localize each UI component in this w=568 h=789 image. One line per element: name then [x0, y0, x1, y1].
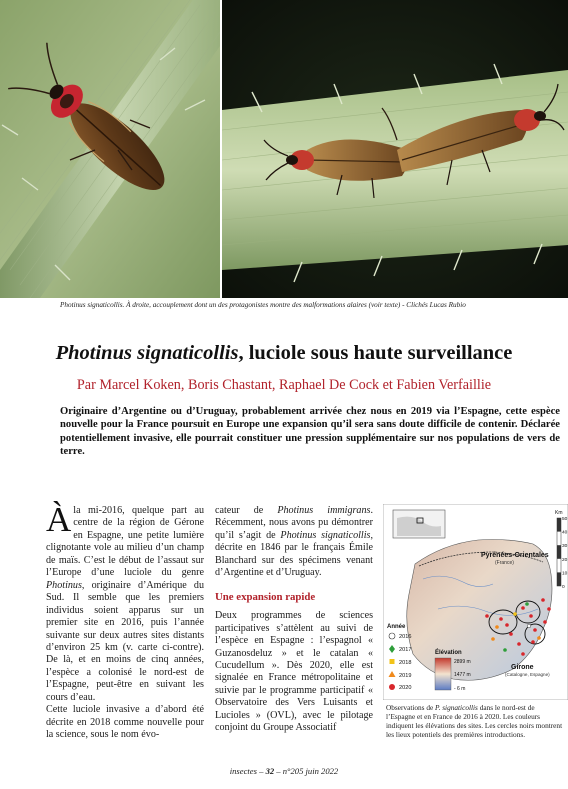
scale-tick-40: 40	[562, 530, 568, 536]
article-lede: Originaire d’Argentine ou d’Uruguay, probablement arrivée chez nous en 2019 via l’Espagne, cette espèce nouvelle pour la France poursuit en Europe une expansion qu’il sera sans doute difficile de contenir. Déclarée potentiellement invasive, elle pourrait constituer une pression supplémentaire sur nos populations de vers de terre.	[60, 406, 560, 458]
section-heading: Une expansion rapide	[215, 590, 316, 603]
year-legend-title: Année	[387, 624, 406, 630]
page-footer: insectes – 32 – n°205 juin 2022	[229, 766, 339, 776]
legend-year-2017: 2017	[399, 647, 412, 653]
title-species: Photinus signaticollis	[55, 342, 239, 364]
scale-tick-30: 30	[562, 544, 568, 550]
map-caption-species: P. signaticollis	[435, 703, 478, 712]
legend-year-2018: 2018	[399, 660, 412, 666]
firefly-photo-left-illustration	[0, 0, 220, 298]
distribution-map	[383, 504, 568, 700]
scale-bar	[557, 518, 561, 586]
caption-credit: Clichés Lucas Rubio	[406, 301, 466, 309]
col2-p1-text-a: cateur de	[215, 505, 278, 516]
col2-p1-text-b: . Récemment, nous avons pu démontrer qu’il s’agit de	[215, 505, 373, 541]
map-caption-text-a: Observations de	[386, 703, 436, 712]
map-region-sub: (France)	[495, 560, 514, 566]
firefly-photo-right-illustration	[222, 0, 568, 298]
caption-text: . À droite, accouplement dont un des protagonistes montre des malformations alaires (voir texte) -	[122, 301, 407, 309]
col2-paragraph-2: Deux programmes de sciences participatives s’attèlent au suivi de l’espèce en Espagne : l’espagnol « Guzanosdeluz » et le catalan « Cucudellum ». Dès 2020, elle est signalée en France métropolitaine et suivie par le programme participatif « Observatoire des Vers Luisants et Lucioles » (OVL), avec le pilotage conjoint du Groupe Associatif	[215, 610, 373, 734]
col1-p1-text-b: , originaire d’Amérique du Sud. Il semble que les premiers individus soient apparus sur un premier site en 2016, puis l’année suivante sur deux autres sites distants d’environ 25 km (v. carte ci-contre). De là, et en moins de cinq années, l’espèce a colonisé le nord-est de l’Espagne, peut-être en suivant les cours d’eau.	[46, 579, 204, 703]
map-region-label: Pyrénées-Orientales	[481, 552, 549, 559]
col2-species-1: Photinus immigrans	[277, 505, 371, 516]
body-column-2	[215, 505, 373, 735]
col1-p1-text-a: la mi-2016, quelque part au centre de la région de Gérone en Espagne, une petite lumière clignotante vole au milieu d’un champ de maïs. C’est le début de l’assaut sur l’Europe d’une luciole du genre	[46, 505, 204, 579]
photo-caption	[60, 301, 560, 310]
photo-firefly-mating	[222, 0, 568, 298]
map-caption-text-b: dans le nord-est de l’Espagne et en France de 2016 à 2020. Les couleurs indiquent les élévations des sites. Les cercles noirs montrent les lieux potentiels des premières introductions.	[386, 703, 563, 739]
col1-genus: Photinus	[46, 579, 82, 591]
scale-unit: Km	[555, 510, 563, 516]
dropcap: À	[46, 500, 72, 539]
scale-tick-20: 20	[562, 557, 568, 563]
map-svg	[383, 504, 568, 700]
footer-journal: insectes	[229, 766, 257, 776]
col1-paragraph-1	[46, 500, 204, 704]
col2-p1-text-c: , décrite en 1846 par le français Émile Blanchard sur des spécimens venant d’Argentine et d’Uruguay.	[215, 529, 373, 579]
photo-firefly-leaf	[0, 0, 220, 298]
caption-species: Photinus signaticollis	[60, 301, 123, 309]
map-city-sub: (Catalogne, Espagne)	[505, 672, 550, 677]
footer-issue: n°205 juin 2022	[282, 766, 339, 776]
elevation-mid: 1477 m	[454, 672, 471, 678]
col2-paragraph-1	[215, 505, 373, 580]
col1-paragraph-2: Cette luciole invasive a d’abord été décrite en 2018 comme nouvelle pour la science, sous le nom évo-	[46, 704, 204, 741]
map-city-label: Girone	[511, 664, 534, 671]
scale-tick-10: 10	[562, 571, 568, 577]
title-rest: , luciole sous haute surveillance	[238, 342, 513, 364]
footer-page-number: 32	[265, 766, 275, 776]
body-column-1	[46, 500, 204, 742]
scale-tick-50: 50	[562, 517, 568, 522]
legend-year-2016: 2016	[399, 634, 412, 640]
legend-year-2019: 2019	[399, 673, 412, 679]
article-authors: Par Marcel Koken, Boris Chastant, Raphael De Cock et Fabien Verfaillie	[76, 377, 492, 393]
elevation-low: - 6 m	[454, 686, 466, 692]
map-caption	[386, 703, 564, 739]
col2-species-2: Photinus signaticollis	[280, 529, 371, 541]
elevation-high: 2899 m	[454, 659, 471, 665]
elevation-legend-title: Élévation	[435, 650, 462, 656]
legend-year-2020: 2020	[399, 685, 412, 691]
article-title	[0, 342, 568, 365]
scale-tick-0: 0	[562, 585, 565, 590]
